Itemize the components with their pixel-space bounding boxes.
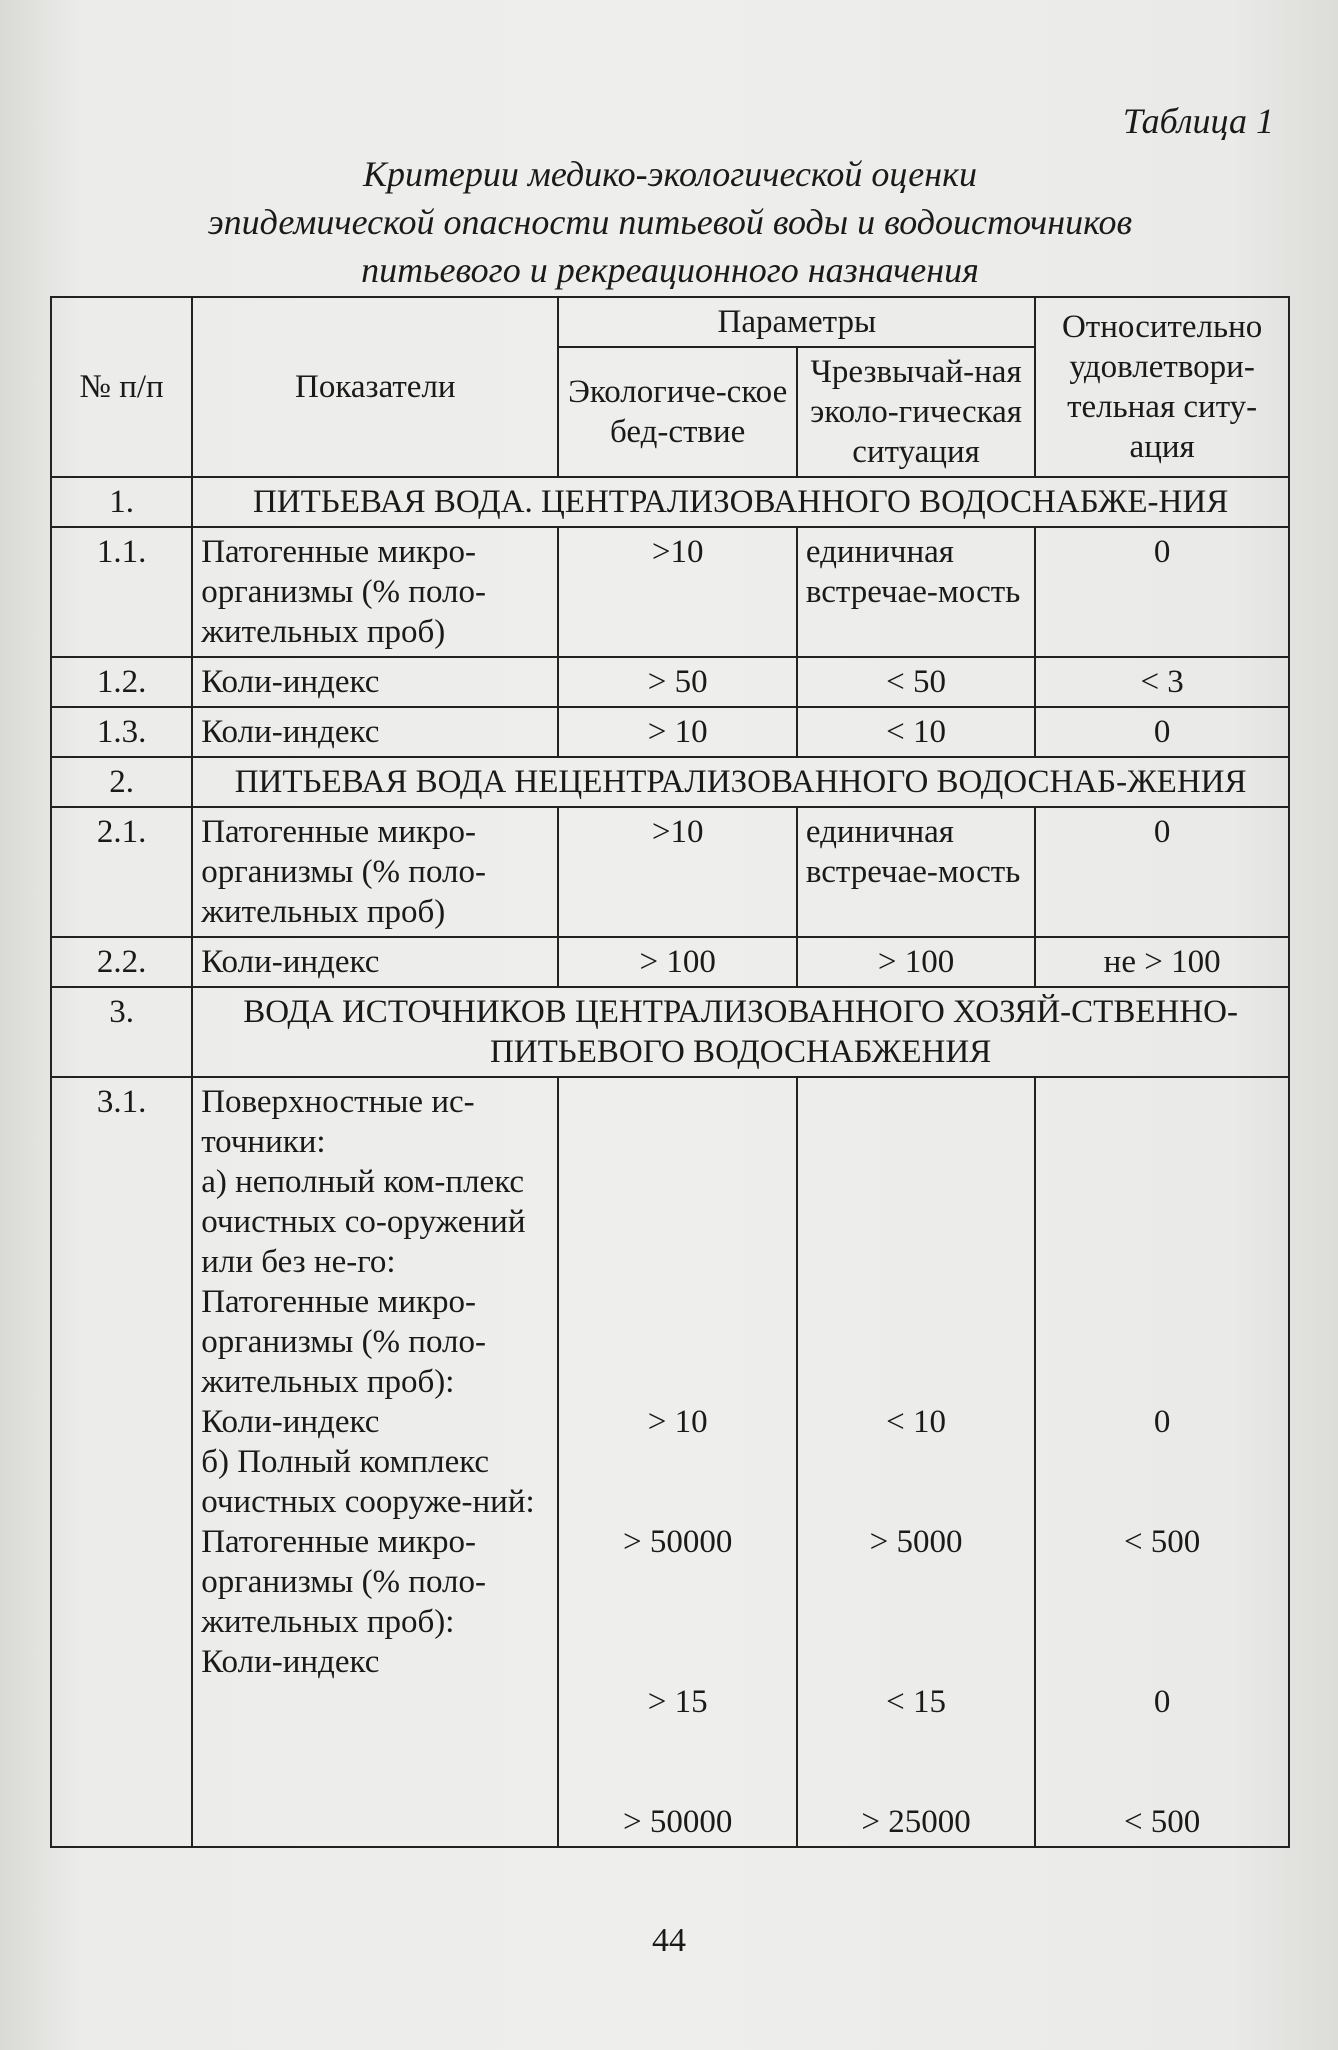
table-row — [51, 657, 1289, 707]
values-satisfactory-block — [1035, 1077, 1289, 1847]
header-parameters: Параметры — [558, 297, 1035, 347]
value-emergency: > 5000 — [869, 1524, 963, 1560]
value-satisfactory: 0 — [1035, 527, 1289, 657]
table-row — [51, 937, 1289, 987]
row-indicator: Коли-индекс — [192, 707, 558, 757]
row-number: 2.2. — [51, 937, 192, 987]
value-satisfactory: 0 — [1035, 807, 1289, 937]
value-emergency: < 50 — [797, 657, 1035, 707]
value-satisfactory: 0 — [1035, 707, 1289, 757]
page-number: 44 — [652, 1922, 686, 1959]
value-satisfactory: 0 — [1153, 1404, 1171, 1440]
row-number: 1.2. — [51, 657, 192, 707]
section-row-1 — [51, 477, 1289, 527]
row-number: 1.3. — [51, 707, 192, 757]
row-number: 1.1. — [51, 527, 192, 657]
row-indicator: Коли-индекс — [192, 937, 558, 987]
value-disaster: > 50000 — [622, 1524, 733, 1560]
section-row-2 — [51, 757, 1289, 807]
value-disaster: > 50 — [558, 657, 796, 707]
value-disaster: > 10 — [647, 1404, 708, 1440]
value-disaster: > 100 — [558, 937, 796, 987]
row-indicator: Патогенные микро-организмы (% поло-жительных проб) — [192, 527, 558, 657]
value-emergency: единичная встречае-мость — [797, 807, 1035, 937]
table-row-surface-sources — [51, 1077, 1289, 1847]
coli-indicator-a: Коли-индекс — [201, 1404, 380, 1440]
header-ecological-disaster: Экологиче-ское бед-ствие — [558, 347, 796, 477]
value-disaster: >10 — [558, 527, 796, 657]
table-row — [51, 527, 1289, 657]
table-label: Таблица 1 — [1122, 101, 1274, 141]
incomplete-treatment-label: а) неполный ком-плекс очистных со-оружений или без не-го: — [201, 1164, 526, 1280]
row-indicator: Коли-индекс — [192, 657, 558, 707]
table-row — [51, 807, 1289, 937]
pathogen-indicator-a: Патогенные микро-организмы (% поло-жительных проб): — [201, 1284, 486, 1400]
header-satisfactory: Относительно удовлетвори-тельная ситу-ация — [1035, 297, 1289, 477]
header-indicators: Показатели — [192, 297, 558, 477]
row-indicator-block — [192, 1077, 558, 1847]
header-row — [51, 297, 1289, 347]
section-title: ПИТЬЕВАЯ ВОДА. ЦЕНТРАЛИЗОВАННОГО ВОДОСНАБЖЕ-НИЯ — [192, 477, 1289, 527]
section-number: 1. — [51, 477, 192, 527]
table-title — [80, 150, 1260, 294]
row-number: 2.1. — [51, 807, 192, 937]
value-satisfactory: < 500 — [1123, 1804, 1201, 1840]
section-number: 3. — [51, 987, 192, 1077]
value-emergency: < 15 — [886, 1684, 946, 1720]
section-title: ПИТЬЕВАЯ ВОДА НЕЦЕНТРАЛИЗОВАННОГО ВОДОСНАБ-ЖЕНИЯ — [192, 757, 1289, 807]
section-title: ВОДА ИСТОЧНИКОВ ЦЕНТРАЛИЗОВАННОГО ХОЗЯЙ-СТВЕННО-ПИТЬЕВОГО ВОДОСНАБЖЕНИЯ — [192, 987, 1289, 1077]
value-disaster: > 15 — [647, 1684, 708, 1720]
value-disaster: >10 — [558, 807, 796, 937]
header-number: № п/п — [51, 297, 192, 477]
header-emergency: Чрезвычай-ная эколо-гическая ситуация — [797, 347, 1035, 477]
title-line-3: питьевого и рекреационного назначения — [361, 250, 979, 290]
value-disaster: > 50000 — [622, 1804, 733, 1840]
criteria-table — [50, 296, 1290, 1848]
title-line-1: Критерии медико-экологической оценки — [363, 154, 977, 194]
value-emergency: < 10 — [886, 1404, 946, 1440]
surface-sources-label: Поверхностные ис-точники: — [201, 1084, 475, 1160]
value-satisfactory: < 3 — [1035, 657, 1289, 707]
value-emergency: < 10 — [797, 707, 1035, 757]
section-row-3 — [51, 987, 1289, 1077]
value-emergency: > 100 — [797, 937, 1035, 987]
value-satisfactory: не > 100 — [1035, 937, 1289, 987]
table-row — [51, 707, 1289, 757]
value-satisfactory: 0 — [1153, 1684, 1171, 1720]
full-treatment-label: б) Полный комплекс очистных сооруже-ний: — [201, 1444, 535, 1520]
value-emergency: > 25000 — [861, 1804, 971, 1840]
pathogen-indicator-b: Патогенные микро-организмы (% поло-жительных проб): — [201, 1524, 486, 1640]
row-number: 3.1. — [51, 1077, 192, 1847]
value-emergency: единичная встречае-мость — [797, 527, 1035, 657]
coli-indicator-b: Коли-индекс — [201, 1644, 380, 1680]
title-line-2: эпидемической опасности питьевой воды и водоисточников — [207, 202, 1133, 242]
values-emergency-block — [797, 1077, 1035, 1847]
values-disaster-block — [558, 1077, 796, 1847]
section-number: 2. — [51, 757, 192, 807]
value-disaster: > 10 — [558, 707, 796, 757]
row-indicator: Патогенные микро-организмы (% поло-жительных проб) — [192, 807, 558, 937]
value-satisfactory: < 500 — [1123, 1524, 1201, 1560]
